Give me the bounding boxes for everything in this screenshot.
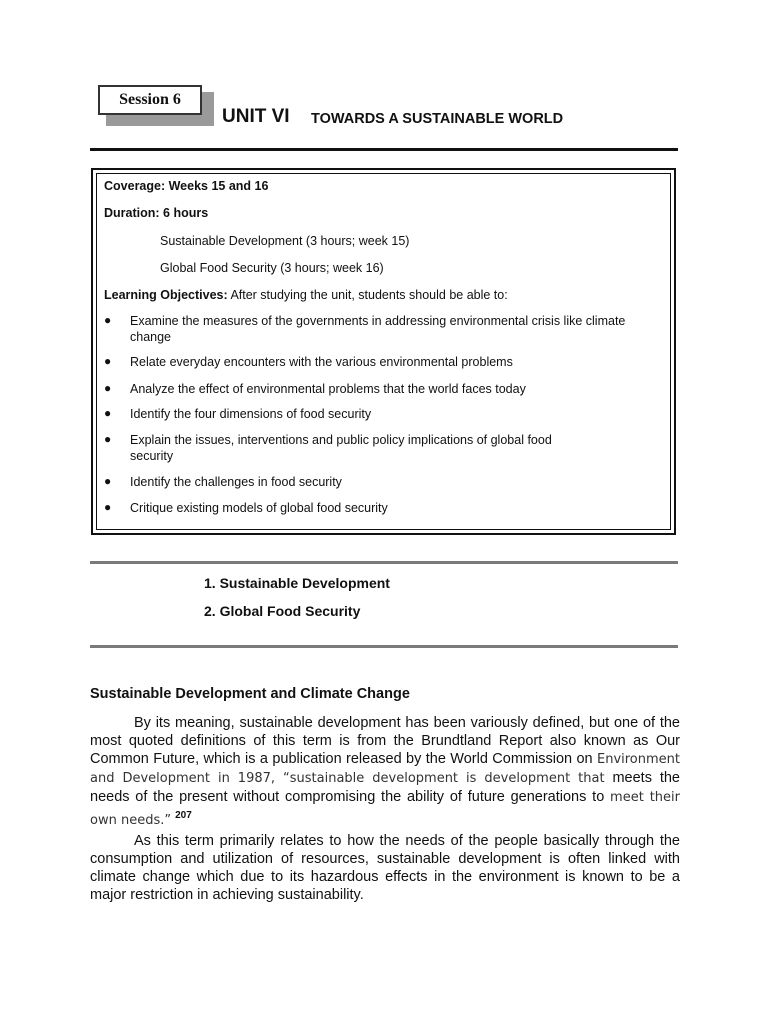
body-paragraph: As this term primarily relates to how the needs of the people basically through the consumption and utilization of resources, sustainable development is often linked with climate change which due to its hazardous effects in the environment is known to be a major restriction in achieving sustainability. <box>90 833 680 903</box>
paragraph-text: meets the needs of the present without compromising the ability of future generations to <box>90 770 680 805</box>
bullet-icon: ● <box>104 381 112 395</box>
bullet-icon: ● <box>104 354 112 368</box>
contents-divider-bottom <box>90 645 678 648</box>
objective-item: Identify the four dimensions of food security <box>130 407 372 421</box>
contents-divider-top <box>90 561 678 564</box>
learning-objectives-label: Learning Objectives: <box>104 288 228 302</box>
session-label: Session 6 <box>119 91 181 108</box>
session-badge <box>98 85 202 115</box>
paragraph-text: Environment and Development in 1987, “sustainable development is development that <box>90 752 680 786</box>
objective-item: Examine the measures of the governments in addressing environmental crisis like climate change <box>130 314 626 344</box>
contents-item: 1. Sustainable Development <box>204 575 390 591</box>
duration-text: Duration: 6 hours <box>104 206 209 220</box>
body-paragraph <box>90 714 680 830</box>
objective-item: Explain the issues, interventions and public policy implications of global food security <box>130 433 552 463</box>
paragraph-text: meet their own needs.” <box>90 790 680 828</box>
unit-title: TOWARDS A SUSTAINABLE WORLD <box>311 111 564 127</box>
bullet-icon: ● <box>104 313 112 327</box>
objective-item: Critique existing models of global food security <box>130 501 388 515</box>
bullet-icon: ● <box>104 474 112 488</box>
footnote-ref: 207 <box>175 810 192 821</box>
learning-objectives-line <box>104 287 508 303</box>
contents-item: 2. Global Food Security <box>204 603 361 619</box>
learning-objectives-intro: After studying the unit, students should be able to: <box>227 288 508 302</box>
objective-item: Analyze the effect of environmental problems that the world faces today <box>130 382 526 396</box>
paragraph-text: By its meaning, sustainable development has been variously defined, but one of the most quoted definitions of this term is from the Brundtland Report also known as Our Common Future, which is a publication released by the World Commission on <box>90 715 680 767</box>
bullet-icon: ● <box>104 432 112 446</box>
topic-item: Global Food Security (3 hours; week 16) <box>160 261 384 275</box>
objective-item: Relate everyday encounters with the various environmental problems <box>130 355 513 369</box>
bullet-icon: ● <box>104 500 112 514</box>
unit-label: UNIT VI <box>222 106 290 127</box>
topic-item: Sustainable Development (3 hours; week 15) <box>160 234 410 248</box>
section-heading: Sustainable Development and Climate Change <box>90 686 410 702</box>
header-divider <box>90 148 678 151</box>
coverage-text: Coverage: Weeks 15 and 16 <box>104 179 269 193</box>
bullet-icon: ● <box>104 406 112 420</box>
objective-item: Identify the challenges in food security <box>130 475 342 489</box>
